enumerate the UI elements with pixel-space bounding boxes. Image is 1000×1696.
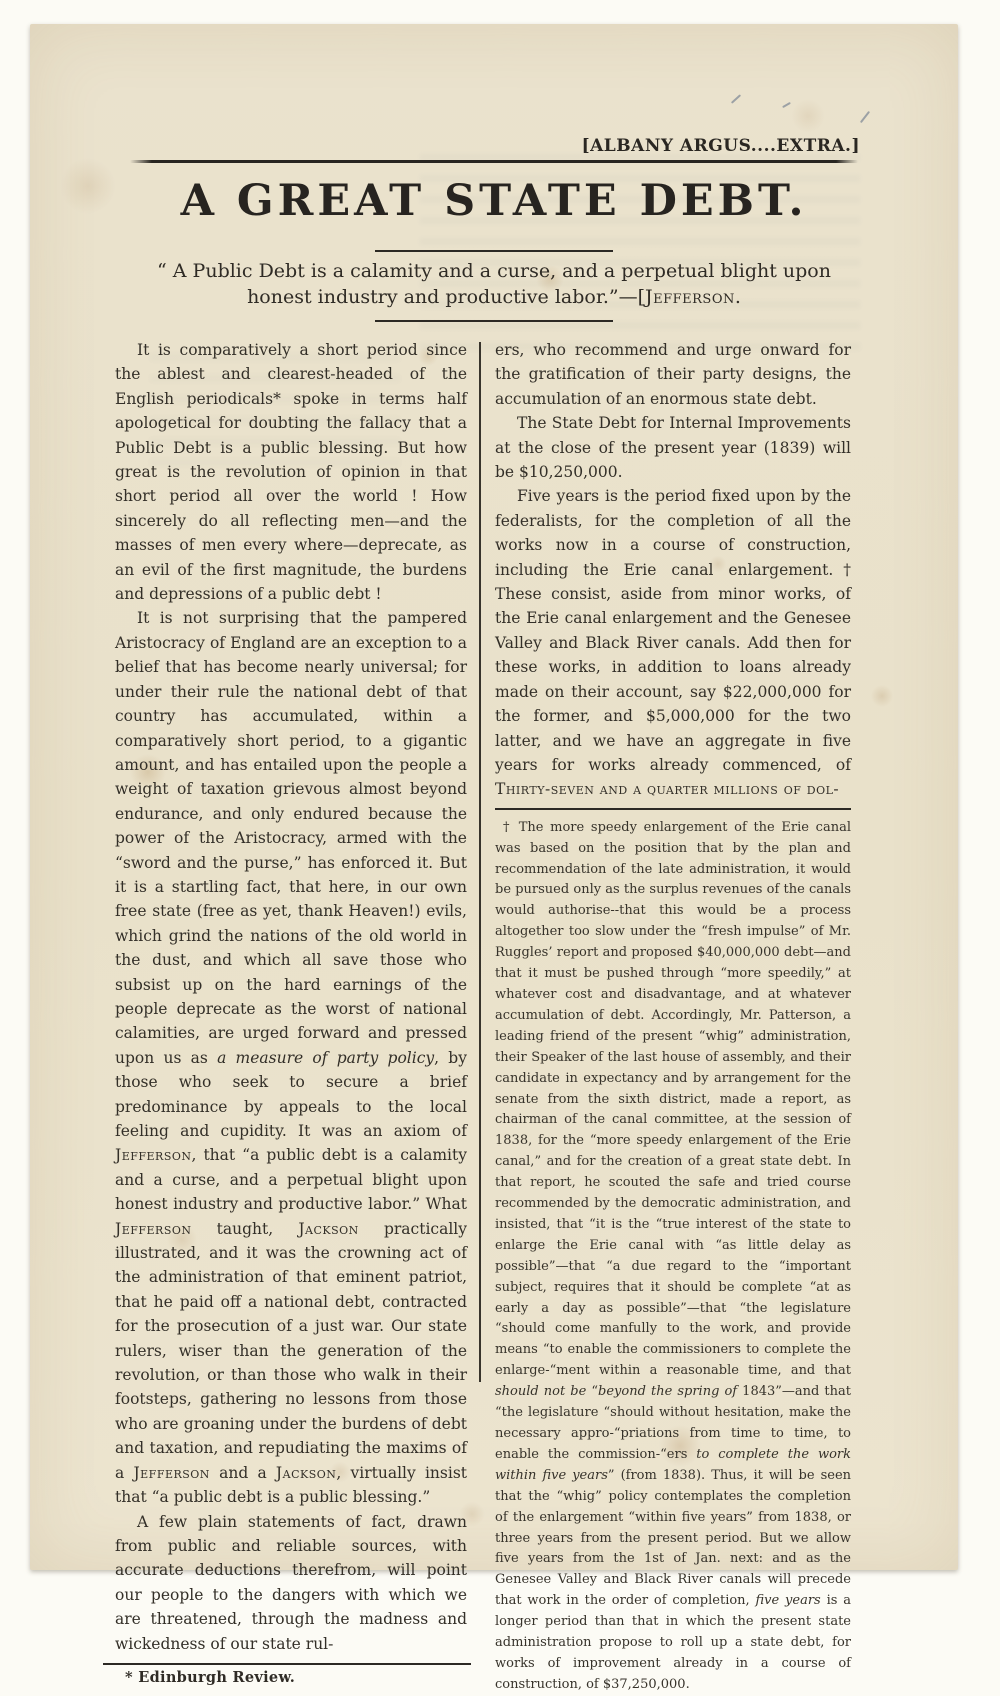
footnote-erie-canal [495,818,851,1696]
text-segment: † The more speedy enlargement of the Erie canal was based on the position that by the plan and recommendation of the late administration, it would be pursued only as the surplus revenues of the canals would authorise--that this would be a process altogether too slow under the “fresh impulse” of Mr. Ruggles’ report and proposed $40,000,000 debt—and that it must be pushed through “more speedily,” at whatever cost and disadvantage, and at whatever accumulation of debt. Accordingly, Mr. Patterson, a leading friend of the present “whig” administration, their Speaker of the last house of assembly, and their candidate in expectancy and by arrangement for the senate from the sixth district, made a report, as chairman of the canal committee, at the session of 1838, for the “more speedy enlargement of the Erie canal,” and for the creation of a great state debt. In that report, he scouted the safe and tried course recommended by the democratic administration, and insisted, that “it is the “true interest of the state to enlarge the Erie canal with “as little delay as possible”—that “a due regard to the “important subject, requires that it should be complete “at as early a day as possible”—that “the legislature “should come manfully to the work, and provide means “to enable the commissioners to complete the enlarge-“ment within a reasonable time, and that [495,819,851,1379]
small-caps-text: Jefferson [645,286,735,308]
left-column [115,338,467,1696]
pencil-mark [782,102,791,108]
text-segment: It is comparatively a short period since the ablest and clearest-headed of the English periodicals* spoke in terms half apologetical for doubting the fallacy that a Public Debt is a public blessing. But how great is the revolution of opinion in that short period all over the world ! How sincerely do all reflecting men—and the masses of men every where—deprecate, as an evil of the first magnitude, the burdens and depressions of a public debt ! [115,341,467,604]
paragraph [495,411,851,484]
paper-sheet [30,24,958,1692]
title-rule [375,250,613,252]
text-segment: taught, [191,1219,299,1238]
text-segment: practically illustrated, and it was the crowning act of the administration of that eminent patriot, that he paid off a national debt, contracted for the prosecution of a just war. Our state rulers, wiser than the generation of the revolution, or than those who walk in their footsteps, gathering no lessons from those who are groaning under the burdens of debt and taxation, and repudiating the maxims of a [115,1219,467,1482]
text-segment: , that “a public debt is a calamity and a curse, and a perpetual blight upon honest industry and productive labor.” What [115,1146,467,1214]
text-segment: “ [586,1384,599,1400]
small-caps-text: Jefferson [115,1146,192,1165]
right-column [495,338,851,1696]
footnote-edinburgh-review: * Edinburgh Review. [125,1668,296,1686]
text-segment: , by those who seek to secure a brief predominance by appeals to the local feeling and cupidity. It was an axiom of [115,1048,467,1140]
italic-text: beyond the spring of [598,1384,738,1400]
italic-text: should not be [495,1384,587,1400]
epigraph-rule [375,320,613,322]
text-segment: “ A Public Debt is a calamity and a curse, and a perpetual blight upon honest industry and productive labor.”—[ [157,260,831,308]
footnote-rule [103,1663,471,1665]
text-segment: and a [209,1463,276,1482]
text-segment: ers, who recommend and urge onward for the gratification of their party designs, the accumulation of an enormous state debt. [495,341,851,408]
text-segment: . [734,286,741,308]
text-segment: The State Debt for Internal Improvements at the close of the present year (1839) will be $10,250,000. [495,414,851,482]
italic-text: to complete the work within five years [495,1446,851,1483]
epigraph [144,258,844,310]
paragraph [495,338,851,411]
paragraph [115,338,467,606]
pencil-mark [731,94,741,104]
footnote-rule [495,808,851,810]
italic-text: five years [755,1593,821,1609]
small-caps-text: Jackson [275,1463,337,1482]
small-caps-text: Jackson [298,1219,359,1238]
text-segment: 1843”—and that “the legislature “should without hesitation, make the necessary appro-“priations from time to time, to enable the commission-“ers [495,1384,851,1462]
body-columns [115,338,851,1696]
text-segment: ” (from 1838). Thus, it will be seen that the “whig” policy contemplates the completion of the enlargement “within five years” from 1838, or three years from the present period. But we allow five years from the 1st of Jan. next: and as the Genesee Valley and Black River canals will precede that work in the order of completion, [495,1467,852,1609]
italic-text: a measure of party policy [217,1048,435,1067]
text-segment: is a longer period than that in which the present state administration propose to roll up a state debt, for works of improvement already in a course of construction, of $37,250,000. [495,1593,851,1692]
text-segment: , virtually insist that “a public debt is a public blessing.” [115,1463,468,1507]
text-segment: Five years is the period fixed upon by the federalists, for the completion of all the works now in a course of construction, including the Erie canal enlargement.† These consist, aside from minor works, of the Erie canal enlargement and the Genesee Valley and Black River canals. Add then for these works, in addition to loans already made on their account, say $22,000,000 for the former, and $5,000,000 for the two latter, and we have an aggregate in five years for works already commenced, of [495,487,851,774]
text-segment: It is not surprising that the pampered Aristocracy of England are an exception to a belief that has become nearly universal; for under their rule the national debt of that country has accumulated, within a comparatively short period, to a gigantic amount, and has entailed upon the people a weight of taxation grievous almost beyond endurance, and only endured because the power of the Aristocracy, armed with the “sword and the purse,” has enforced it. But it is a startling fact, that here, in our own free state (free as yet, thank Heaven!) evils, which grind the nations of the old world in the dust, and which all save those who subsist up on the hard earnings of the people deprecate as the worst of national calamities, are urged forward and pressed upon us as [115,609,467,1067]
paragraph [115,1510,467,1656]
paragraph [115,606,467,1509]
masthead: [ALBANY ARGUS....EXTRA.] [581,136,860,156]
small-caps-text: Jefferson [115,1219,192,1238]
masthead-rule [130,160,858,163]
small-caps-text: Thirty-seven and a quarter millions of dol- [495,780,840,799]
text-segment: A few plain statements of fact, drawn from public and reliable sources, with accurate deductions therefrom, will point our people to the dangers with which we are threatened, through the madness and wickedness of our state rul- [115,1512,467,1653]
small-caps-text: Jefferson [133,1463,210,1482]
pencil-mark [860,111,870,123]
paragraph [495,484,851,801]
page-title: A GREAT STATE DEBT. [180,176,808,226]
